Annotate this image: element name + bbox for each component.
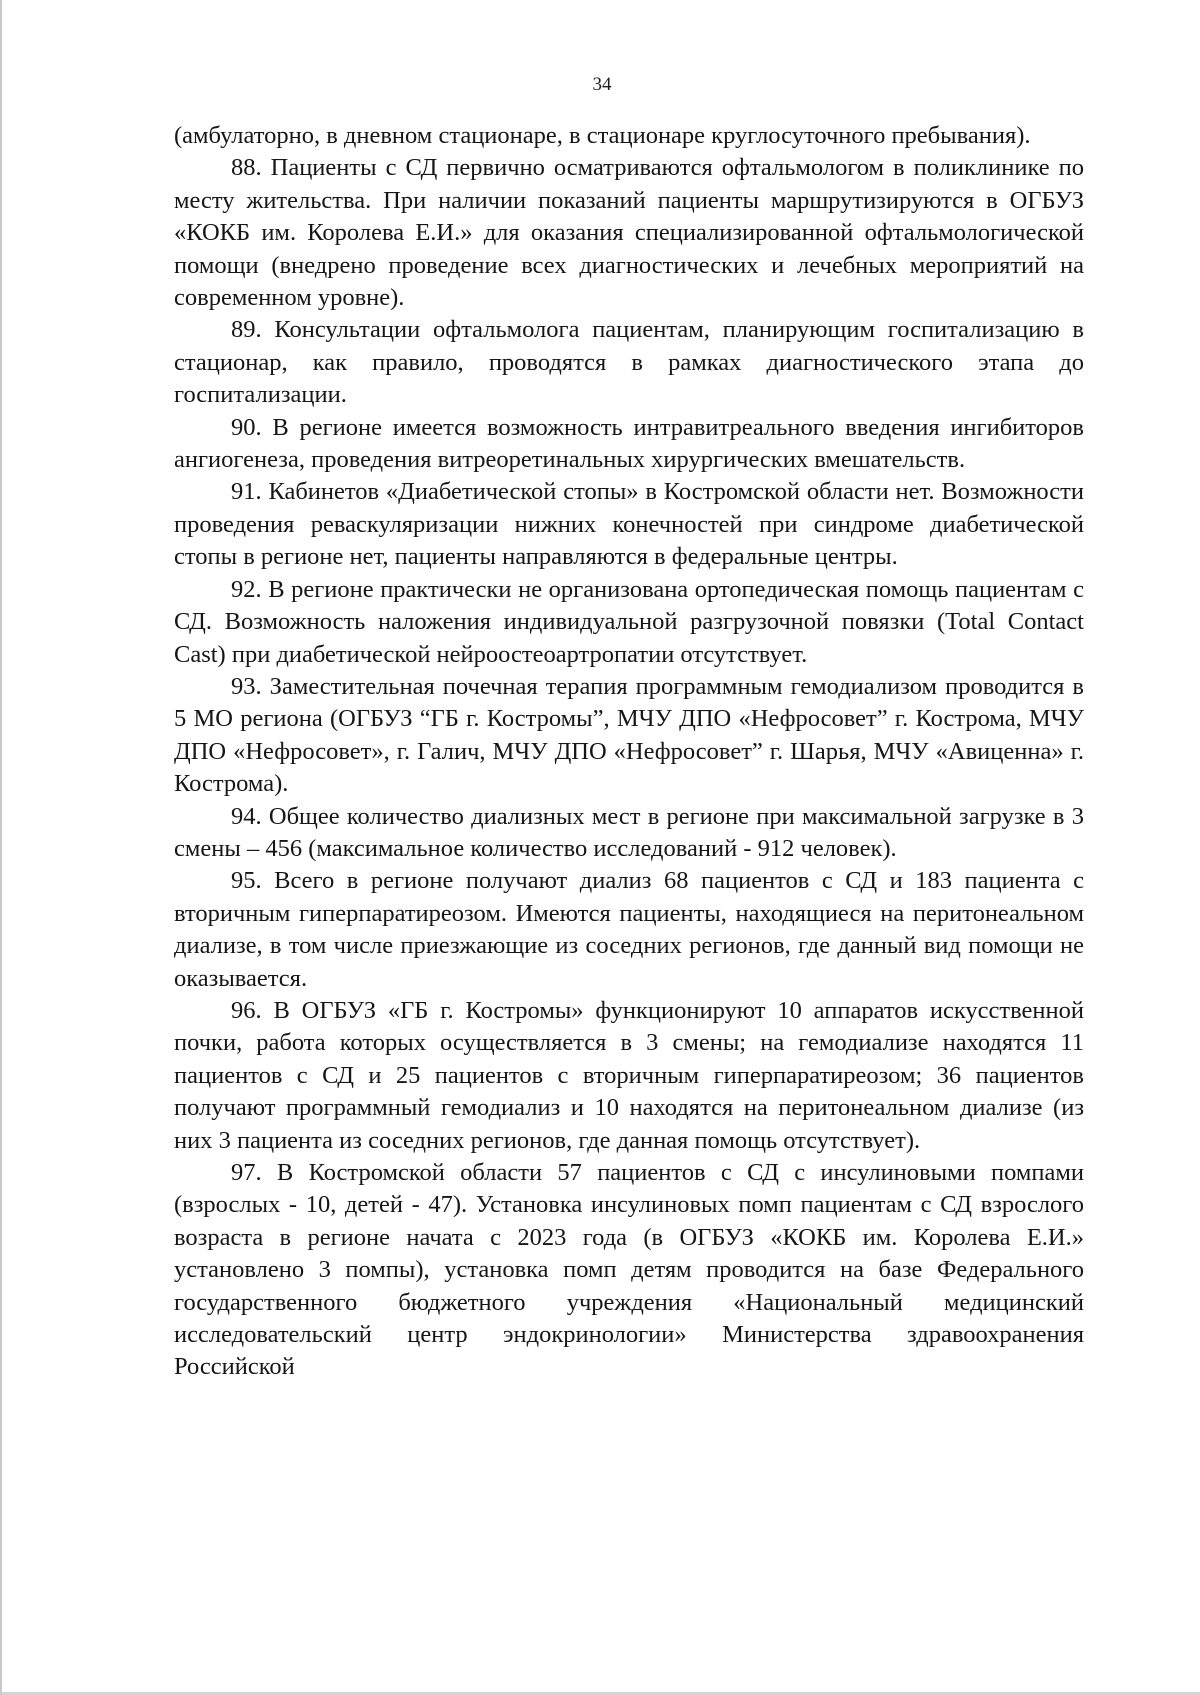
continuation-paragraph: (амбулаторно, в дневном стационаре, в стационаре круглосуточного пребывания). xyxy=(174,122,1031,149)
paragraph-90: 90. В регионе имеется возможность интравитреального введения ингибиторов ангиогенеза, проведения витреоретинальных хирургических вмешательств. xyxy=(174,413,1084,474)
paragraph-97: 97. В Костромской области 57 пациентов с СД с инсулиновыми помпами (взрослых - 10, детей - 47). Установка инсулиновых помп пациентам с СД взрослого возраста в регионе начата с 2023 года (в ОГБУЗ «КОКБ им. Королева Е.И.» установлено 3 помпы), установка помп детям проводится на базе Федерального государственного бюджетного учреждения «Национальный медицинский исследовательский центр эндокринологии» Министерства здравоохранения Российской xyxy=(174,1159,1084,1381)
paragraph-92: 92. В регионе практически не организована ортопедическая помощь пациентам с СД. Возможность наложения индивидуальной разгрузочной повязки (Total Contact Cast) при диабетической нейроостеоартропатии отсутствует. xyxy=(174,575,1084,668)
paragraph-89: 89. Консультации офтальмолога пациентам, планирующим госпитализацию в стационар, как правило, проводятся в рамках диагностического этапа до госпитализации. xyxy=(174,316,1084,409)
paragraph-93: 93. Заместительная почечная терапия программным гемодиализом проводится в 5 МО региона (ОГБУЗ “ГБ г. Костромы”, МЧУ ДПО «Нефросовет” г. Кострома, МЧУ ДПО «Нефросовет», г. Галич, МЧУ ДПО «Нефросовет” г. Шарья, МЧУ «Авиценна» г. Кострома). xyxy=(174,672,1084,798)
paragraph-91: 91. Кабинетов «Диабетической стопы» в Костромской области нет. Возможности проведения реваскуляризации нижних конечностей при синдроме диабетической стопы в регионе нет, пациенты направляются в федеральные центры. xyxy=(174,478,1084,571)
page-number: 34 xyxy=(592,74,612,95)
paragraph-95: 95. Всего в регионе получают диализ 68 пациентов с СД и 183 пациента с вторичным гиперпаратиреозом. Имеются пациенты, находящиеся на перитонеальном диализе, в том числе приезжающие из соседних регионов, где данный вид помощи не оказывается. xyxy=(174,867,1084,992)
paragraph-88: 88. Пациенты с СД первично осматриваются офтальмологом в поликлинике по месту жительства. При наличии показаний пациенты маршрутизируются в ОГБУЗ «КОКБ им. Королева Е.И.» для оказания специализированной офтальмологической помощи (внедрено проведение всех диагностических и лечебных мероприятий на современном уровне). xyxy=(174,154,1084,312)
paragraph-96: 96. В ОГБУЗ «ГБ г. Костромы» функционируют 10 аппаратов искусственной почки, работа которых осуществляется в 3 смены; на гемодиализе находятся 11 пациентов с СД и 25 пациентов с вторичным гиперпаратиреозом; 36 пациентов получают программный гемодиализ и 10 находятся на перитонеальном диализе (из них 3 пациента из соседних регионов, где данная помощь отсутствует). xyxy=(174,996,1084,1154)
paragraph-94: 94. Общее количество диализных мест в регионе при максимальной загрузке в 3 смены – 456 (максимальное количество исследований - 912 человек). xyxy=(174,802,1084,862)
document-body xyxy=(174,120,1084,1384)
